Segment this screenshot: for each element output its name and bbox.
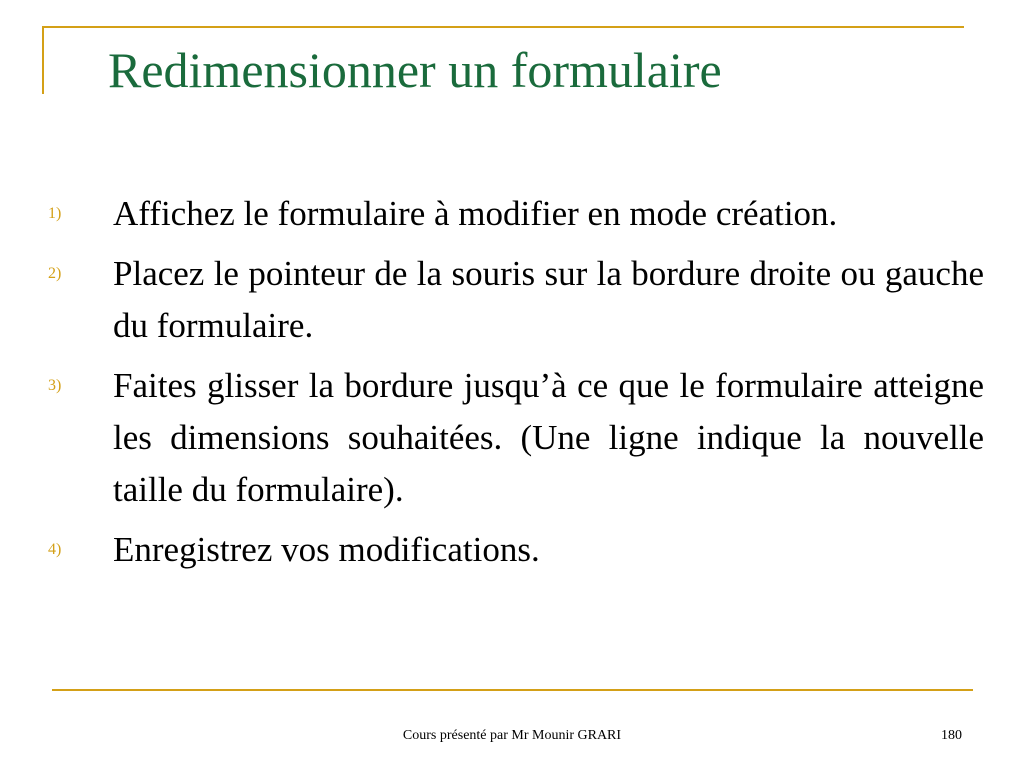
steps-list [48,188,984,584]
step-text: Affichez le formulaire à modifier en mode création. [113,194,838,233]
step-number: 4) [48,541,62,558]
step-4 [48,524,984,576]
step-3 [48,360,984,516]
page-number: 180 [941,728,962,743]
step-text: Placez le pointeur de la souris sur la bordure droite ou gauche du formulaire. [113,254,984,345]
step-2 [48,248,984,352]
top-frame-line [42,26,964,28]
step-number: 3) [48,377,62,394]
step-1 [48,188,984,240]
step-text: Faites glisser la bordure jusqu’à ce que le formulaire atteigne les dimensions souhaitées. (Une ligne indique la nouvelle taille du formulaire). [113,366,984,509]
bottom-frame-line [52,689,973,691]
step-number: 2) [48,265,62,282]
step-text: Enregistrez vos modifications. [113,530,540,569]
step-number: 1) [48,205,62,222]
footer-credit: Cours présenté par Mr Mounir GRARI [402,728,622,743]
slide-title: Redimensionner un formulaire [108,42,722,98]
left-frame-line [42,26,44,94]
